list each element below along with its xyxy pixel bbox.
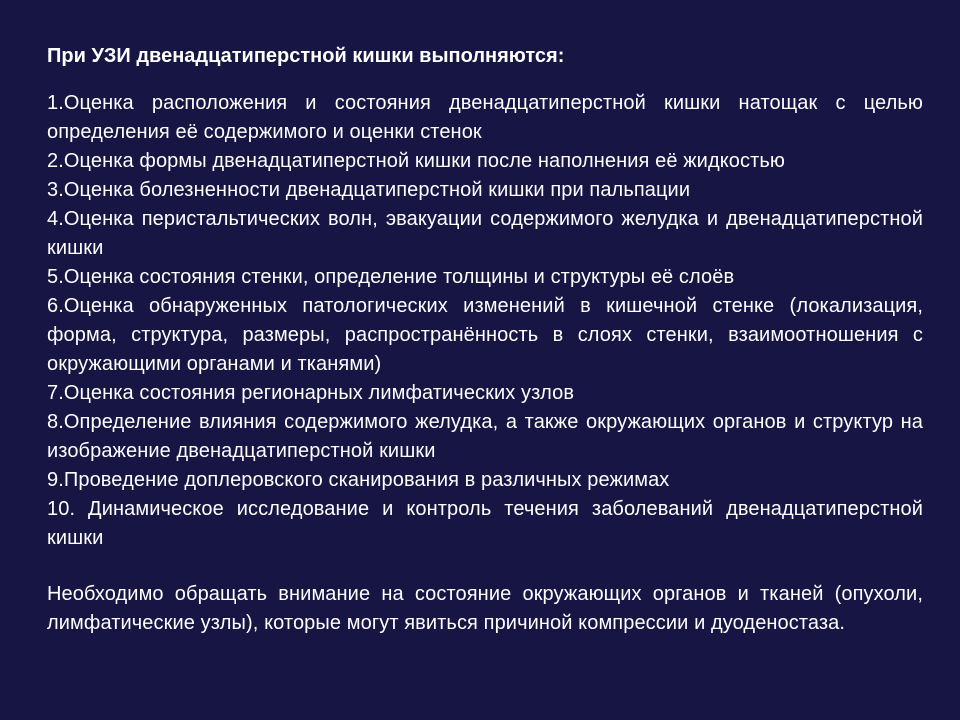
closing-note: Необходимо обращать внимание на состояние окружающих органов и тканей (опухоли, лимфатические узлы), которые могут явиться причиной компрессии и дуоденостаза.: [47, 583, 923, 634]
list-item: 1.Оценка расположения и состояния двенадцатиперстной кишки натощак с целью определения её содержимого и оценки стенок: [47, 92, 923, 143]
list-item: 9.Проведение доплеровского сканирования в различных режимах: [47, 469, 670, 491]
list-item: 7.Оценка состояния регионарных лимфатических узлов: [47, 382, 575, 404]
slide-heading: При УЗИ двенадцатиперстной кишки выполняются:: [47, 45, 565, 67]
list-item: 5.Оценка состояния стенки, определение толщины и структуры её слоёв: [47, 266, 735, 288]
list-item: 6.Оценка обнаруженных патологических изменений в кишечной стенке (локализация, форма, структура, размеры, распространённость в слоях стенки, взаимоотношения с окружающими органами и тканями): [47, 295, 923, 375]
procedure-list: [47, 89, 923, 553]
list-item: 10. Динамическое исследование и контроль течения заболеваний двенадцатиперстной кишки: [47, 498, 923, 549]
list-item: 2.Оценка формы двенадцатиперстной кишки после наполнения её жидкостью: [47, 150, 785, 172]
list-item: 3.Оценка болезненности двенадцатиперстной кишки при пальпации: [47, 179, 691, 201]
list-item: 8.Определение влияния содержимого желудка, а также окружающих органов и структур на изображение двенадцатиперстной кишки: [47, 411, 923, 462]
list-item: 4.Оценка перистальтических волн, эвакуации содержимого желудка и двенадцатиперстной кишки: [47, 208, 923, 259]
